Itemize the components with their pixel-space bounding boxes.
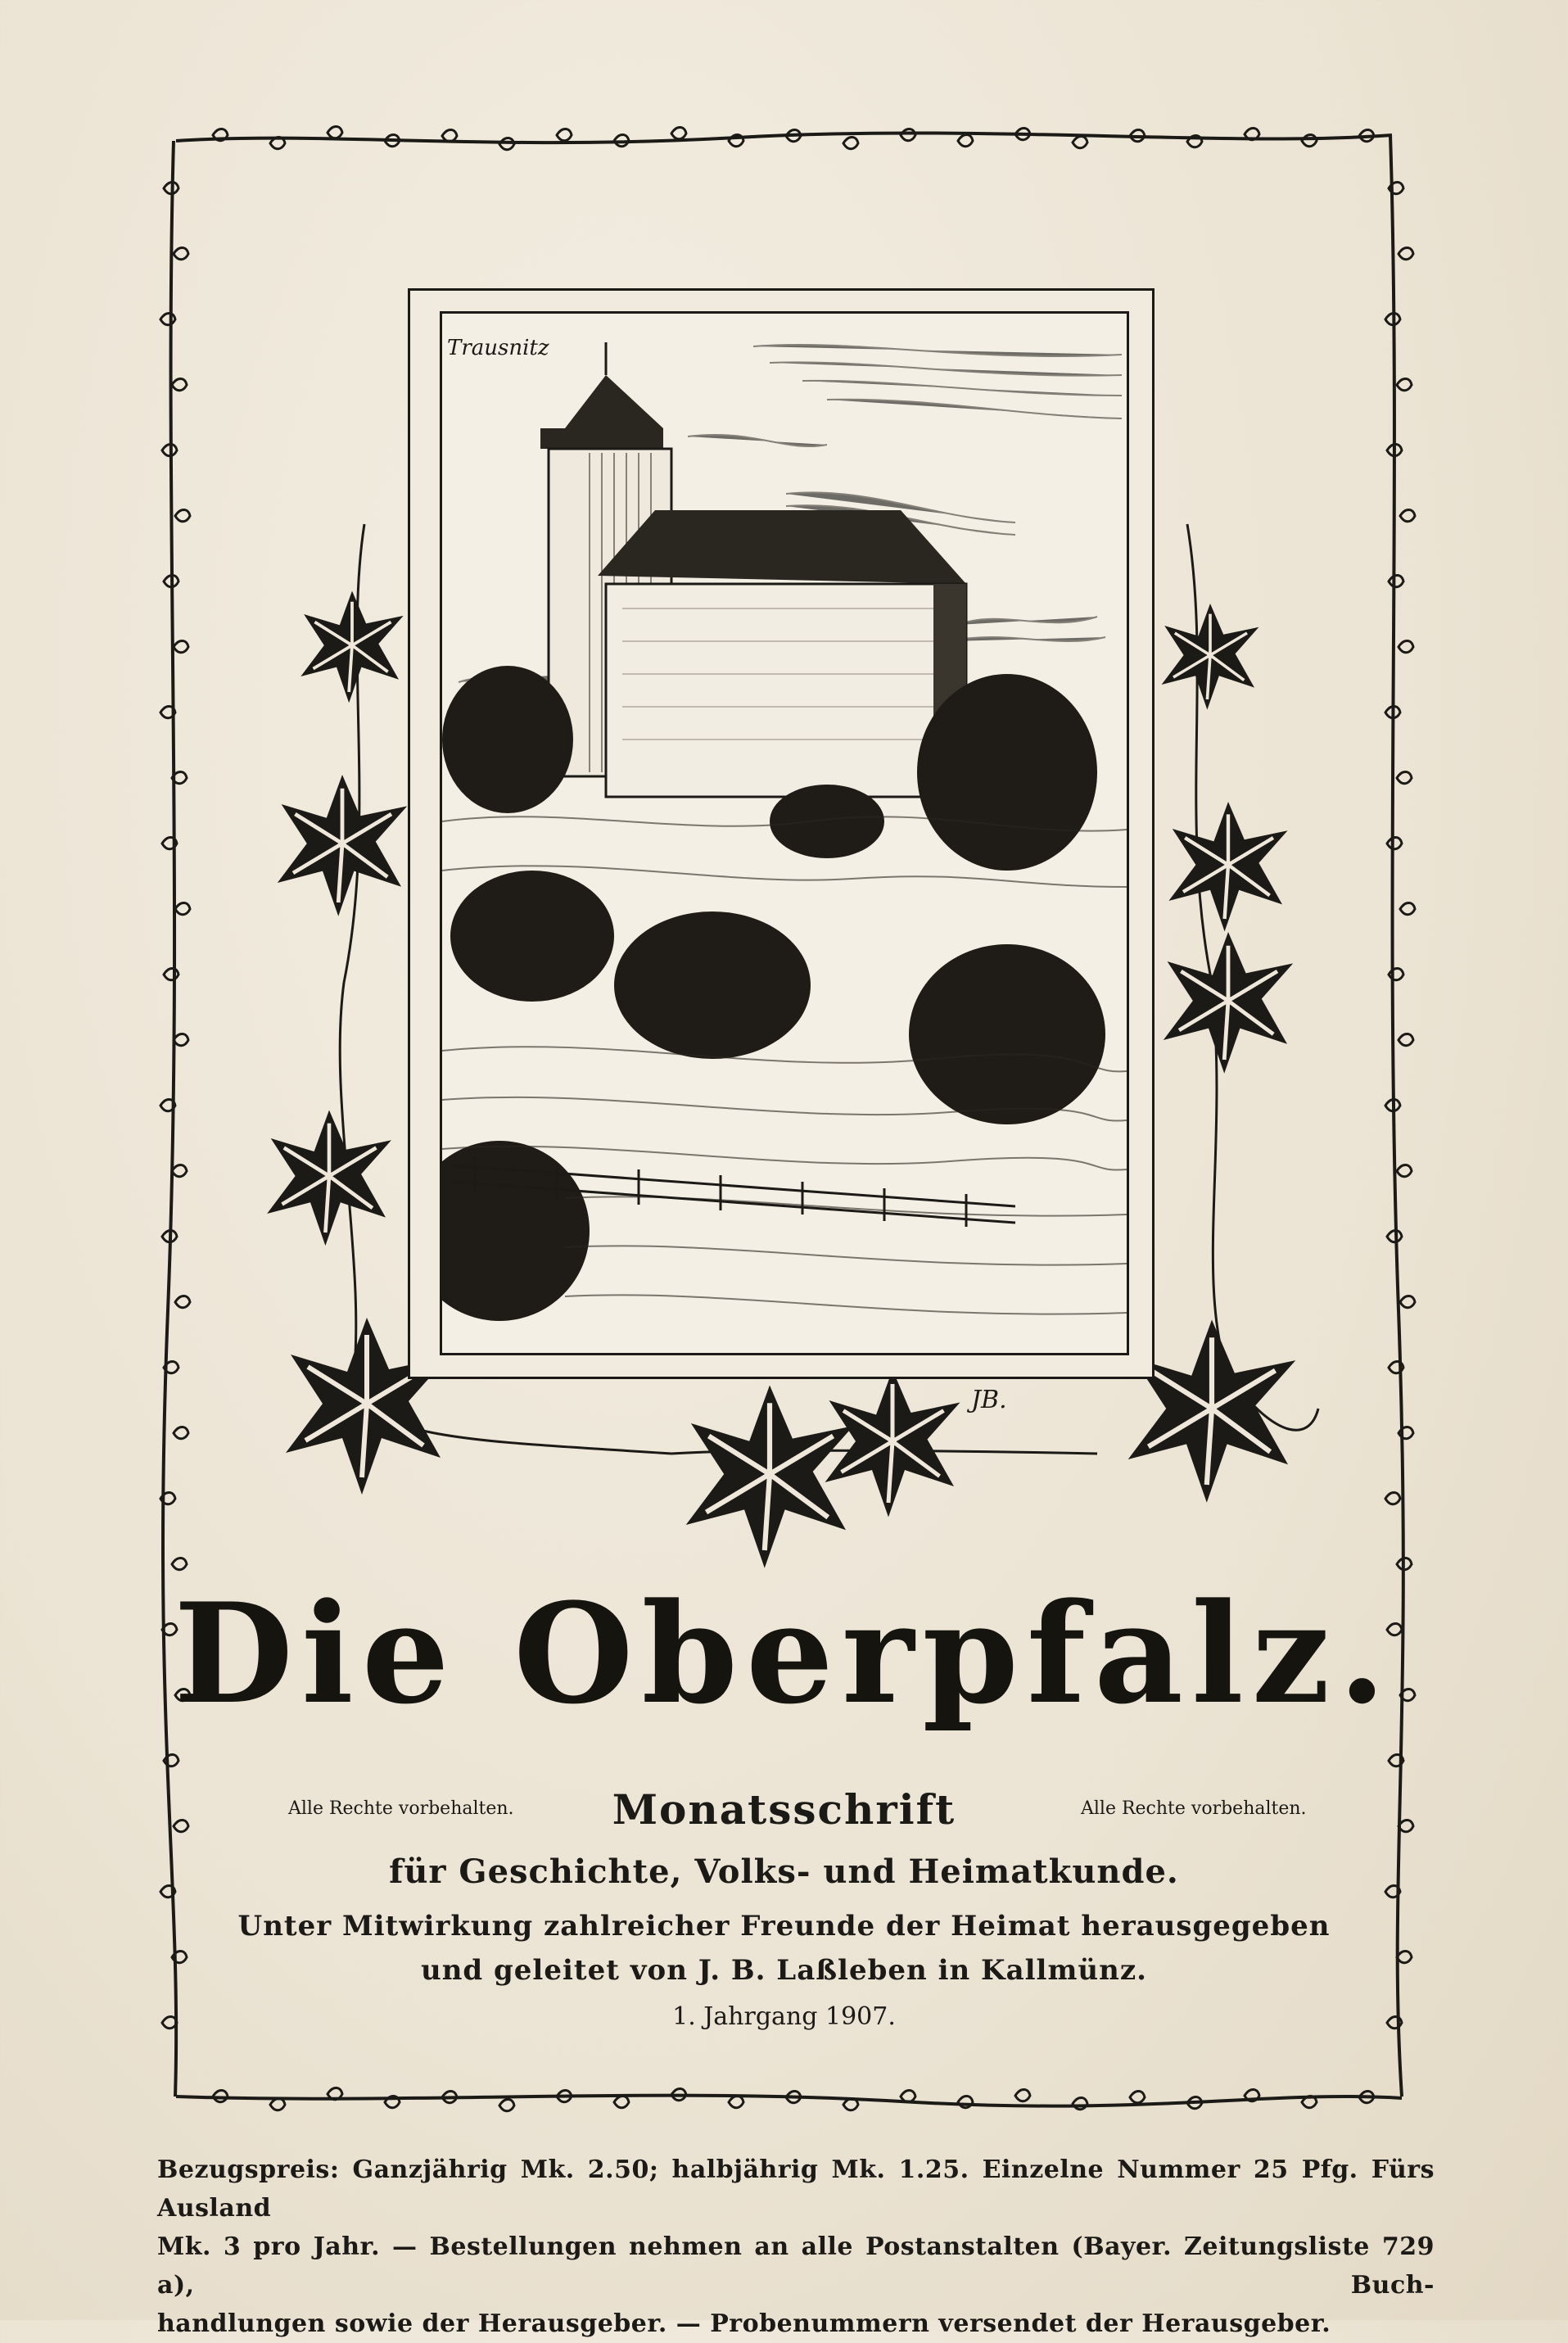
rights-note-left: Alle Rechte vorbehalten. [288,1798,514,1819]
subject-line: für Geschichte, Volks- und Heimatkunde. [389,1852,1179,1891]
editor-line-1: Unter Mitwirkung zahlreicher Freunde der Heimat herausgegeben [237,1910,1331,1943]
castle-illustration [440,311,1129,1355]
illustration-caption: Trausnitz [447,336,549,360]
editor-line-2: und geleitet von J. B. Laßleben in Kallmünz. [420,1954,1148,1987]
subtitle: Monatsschrift [612,1785,956,1834]
price-line-2: Mk. 3 pro Jahr. — Bestellungen nehmen an alle Postanstalten (Bayer. Zeitungsliste 729 a), Buch- [157,2232,1435,2300]
subscription-info [157,2151,1435,2343]
price-line-1: Bezugspreis: Ganzjährig Mk. 2.50; halbjährig Mk. 1.25. Einzelne Nummer 25 Pfg. Fürs Ausland [157,2155,1435,2223]
price-line-3: handlungen sowie der Herausgeber. — Probenummern versendet der Herausgeber. [157,2309,1331,2338]
artist-initials: JB. [971,1386,1007,1414]
rights-note-right: Alle Rechte vorbehalten. [1081,1798,1307,1819]
page-title: Die Oberpfalz. [174,1572,1394,1735]
volume-year: 1. Jahrgang 1907. [672,2002,896,2031]
